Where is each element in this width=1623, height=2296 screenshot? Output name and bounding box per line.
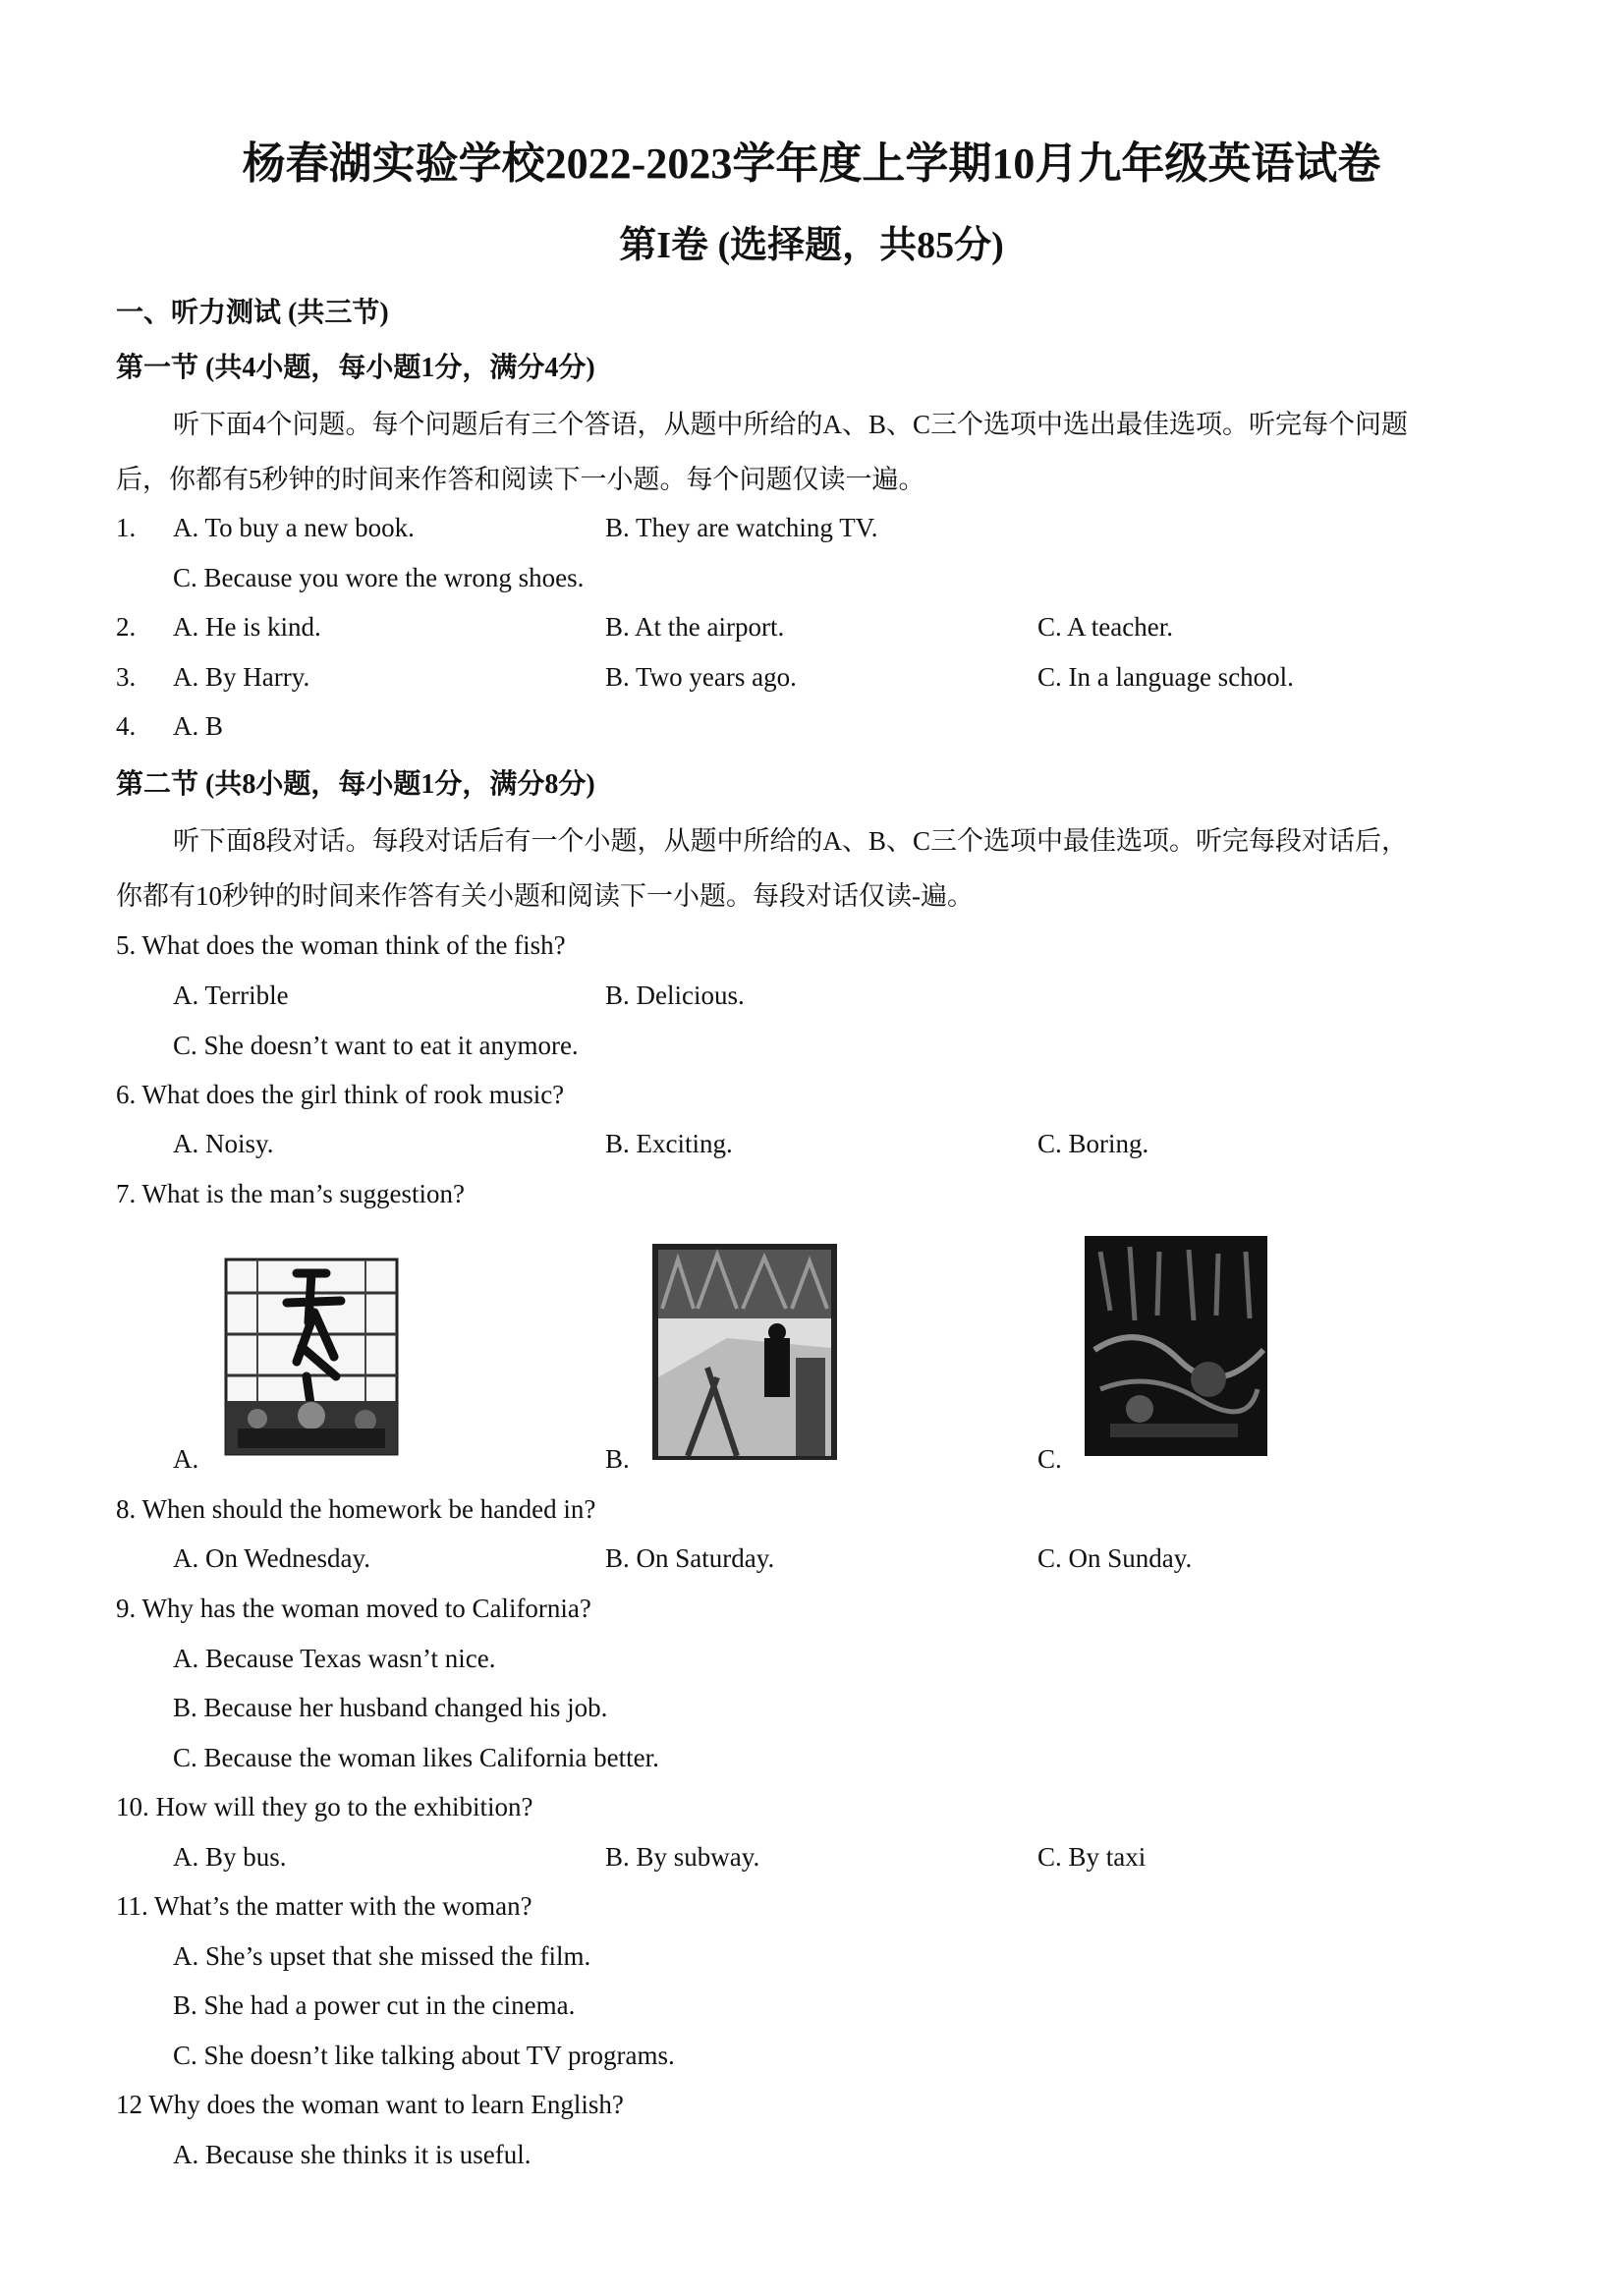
option-a: A.	[173, 1444, 199, 1474]
option-c: C. Because the woman likes California better.	[173, 1743, 659, 1772]
question-stem: 12 Why does the woman want to learn English?	[116, 2090, 624, 2119]
option-a: A. By bus.	[173, 1842, 287, 1872]
option-b: B. Because her husband changed his job.	[173, 1693, 608, 1722]
question-number: 2.	[116, 612, 137, 642]
option-a: A. He is kind.	[173, 612, 321, 642]
option-c: C. A teacher.	[1037, 612, 1173, 642]
option-b: B. Two years ago.	[605, 662, 797, 692]
option-c: C.	[1037, 1444, 1062, 1474]
option-a: A. To buy a new book.	[173, 513, 415, 542]
option-b: B. On Saturday.	[605, 1543, 775, 1573]
option-b: B.	[605, 1444, 630, 1474]
chinese-calligraphy-image	[218, 1254, 405, 1460]
section2-instructions-line1: 听下面8段对话。每段对话后有一个小题，从题中所给的A、B、C三个选项中最佳选项。听完每段对话后，	[173, 826, 1409, 856]
option-a: A. On Wednesday.	[173, 1543, 371, 1573]
option-a: A. By Harry.	[173, 662, 310, 692]
option-c: C. Because you wore the wrong shoes.	[173, 563, 585, 592]
option-a: A. Because she thinks it is useful.	[173, 2140, 532, 2169]
option-b: B. By subway.	[605, 1842, 760, 1872]
question-stem: 6. What does the girl think of rook music?	[116, 1080, 565, 1109]
dark-scene-image	[1081, 1232, 1271, 1460]
option-c: C. She doesn’t like talking about TV programs.	[173, 2041, 675, 2070]
option-a: A. Noisy.	[173, 1129, 274, 1158]
question-stem: 8. When should the homework be handed in?	[116, 1494, 596, 1524]
option-a: A. Terrible	[173, 980, 289, 1010]
picture-option-c	[1081, 1232, 1271, 1460]
option-b: B. Delicious.	[605, 980, 745, 1010]
part-heading: 一、听力测试 (共三节)	[116, 298, 389, 328]
question-number: 1.	[116, 513, 137, 542]
question-number: 4.	[116, 711, 137, 741]
section2-instructions-line2: 你都有10秒钟的时间来作答有关小题和阅读下一小题。每段对话仅读-遍。	[116, 881, 974, 911]
outdoor-street-image	[648, 1240, 841, 1464]
option-b: B. They are watching TV.	[605, 513, 878, 542]
option-a: A. Because Texas wasn’t nice.	[173, 1644, 496, 1673]
exam-subtitle: 第I卷 (选择题，共85分)	[619, 225, 1004, 266]
question-number: 3.	[116, 662, 137, 692]
question-stem: 11. What’s the matter with the woman?	[116, 1891, 532, 1921]
option-a: A. She’s upset that she missed the film.	[173, 1941, 591, 1971]
option-c: C. In a language school.	[1037, 662, 1294, 692]
section1-instructions-line1: 听下面4个问题。每个问题后有三个答语，从题中所给的A、B、C三个选项中选出最佳选项。听完每个问题	[173, 410, 1409, 439]
option-a: A. B	[173, 711, 224, 741]
section2-heading: 第二节 (共8小题，每小题1分，满分8分)	[116, 769, 595, 800]
picture-option-a	[218, 1254, 405, 1460]
picture-option-b	[648, 1240, 841, 1464]
section1-heading: 第一节 (共4小题，每小题1分，满分4分)	[116, 353, 595, 383]
option-c: C. Boring.	[1037, 1129, 1149, 1158]
exam-title: 杨春湖实验学校2022-2023学年度上学期10月九年级英语试卷	[242, 140, 1381, 188]
question-stem: 5. What does the woman think of the fish?	[116, 930, 566, 960]
question-stem: 10. How will they go to the exhibition?	[116, 1792, 533, 1821]
option-c: C. She doesn’t want to eat it anymore.	[173, 1031, 579, 1060]
option-c: C. By taxi	[1037, 1842, 1147, 1872]
option-c: C. On Sunday.	[1037, 1543, 1193, 1573]
question-stem: 7. What is the man’s suggestion?	[116, 1179, 465, 1208]
option-b: B. At the airport.	[605, 612, 785, 642]
option-b: B. Exciting.	[605, 1129, 733, 1158]
question-stem: 9. Why has the woman moved to California?	[116, 1594, 591, 1623]
section1-instructions-line2: 后，你都有5秒钟的时间来作答和阅读下一小题。每个问题仅读一遍。	[116, 465, 925, 494]
option-b: B. She had a power cut in the cinema.	[173, 1990, 576, 2020]
